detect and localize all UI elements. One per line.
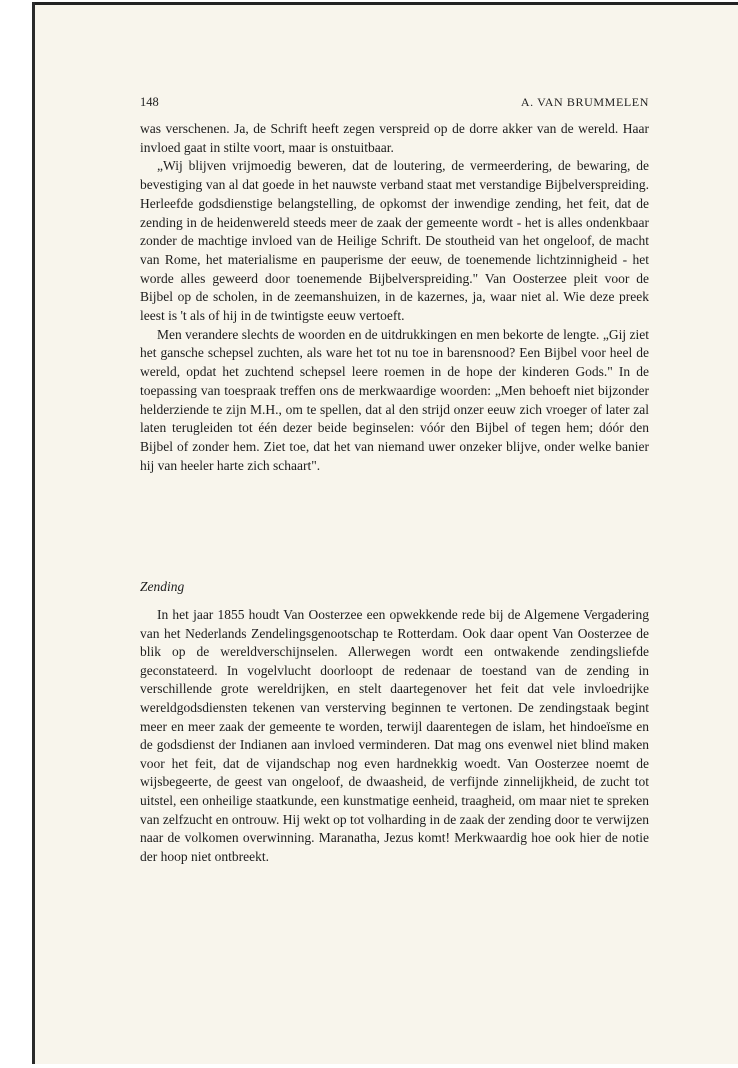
running-head: A. VAN BRUMMELEN [520,95,649,109]
page-header [140,95,649,115]
body-text [140,120,649,475]
paragraph: In het jaar 1855 houdt Van Oosterzee een opwekkende rede bij de Algemene Vergadering van het Nederlands Zendelingsgenootschap te Rotterdam. Ook daar opent Van Oosterzee de blik op de wereldverschijnselen. Allerwegen wordt een ontwakende zendingsliefde geconstateerd. In vogelvlucht doorloopt de redenaar de toestand van de zending in verschillende grote wereldrijken, en stelt daartegenover het feit dat vele invloedrijke wereldgodsdiensten tekenen van versterving beginnen te vertonen. De zendingstaak begint meer en meer zaak der gemeente te worden, terwijl daarentegen de islam, het hindoeïsme en de godsdienst der Indianen aan invloed verminderen. Dat mag ons evenwel niet blind maken voor het feit, dat de vijandschap nog even hardnekkig woedt. Van Oosterzee noemt de wijsbegeerte, de geest van ongeloof, de dwaasheid, de verfijnde zinnelijkheid, de zucht tot uitstel, een onheilige staatkunde, een kunstmatige eenheid, traagheid, om maar niet te spreken van zelfzucht en ontrouw. Hij wekt op tot volharding in de zaak der zending door te verwijzen naar de volkomen overwinning. Maranatha, Jezus komt! Merkwaardig hoe ook hier de notie der hoop niet ontbreekt. [140,607,649,864]
page-number: 148 [140,95,159,109]
section-heading: Zending [140,579,185,594]
section-text [140,606,649,866]
paragraph: was verschenen. Ja, de Schrift heeft zegen verspreid op de dorre akker van de wereld. Haar invloed gaat in stilte voort, maar is onstuitbaar. [140,121,649,155]
paragraph: „Wij blijven vrijmoedig beweren, dat de loutering, de vermeerdering, de bewaring, de bevestiging van al dat goede in het nauwste verband staat met verstandige Bijbelverspreiding. Herleefde godsdienstige belangstelling, de opkomst der inwendige zending, het feit, dat de zending in de heidenwereld steeds meer de zaak der gemeente wordt - het is alles ondenkbaar zonder de machtige invloed van de Heilige Schrift. De stoutheid van het ongeloof, de macht van Rome, het materialisme en pauperisme der eeuw, de toenemende lichtzinnigheid - het worde alles geweerd door toenemende Bijbelverspreiding." Van Oosterzee pleit voor de Bijbel op de scholen, in de zeemanshuizen, in de kazernes, ja, waar niet al. Wie deze preek leest is 't als of hij in de twintigste eeuw vertoeft. [140,158,649,324]
paragraph: Men verandere slechts de woorden en de uitdrukkingen en men bekorte de lengte. „Gij ziet het gansche schepsel zuchten, als ware het tot nu toe in barensnood? Een Bijbel voor heel de wereld, opdat het zuchtend schepsel leere roemen in de hope der kinderen Gods." In de toepassing van toespraak treffen ons de merkwaardige woorden: „Men behoeft niet bijzonder helderziende te zijn M.H., om te spellen, dat al den strijd onzer eeuw zich vroeger of later zal laten terugleiden tot één dezer beide beginselen: vóór den Bijbel of tegen hem; dóór den Bijbel of zonder hem. Ziet toe, dat het van niemand uwer onzeker blijve, onder welke banier hij van heeler harte zich schaart". [140,326,649,473]
